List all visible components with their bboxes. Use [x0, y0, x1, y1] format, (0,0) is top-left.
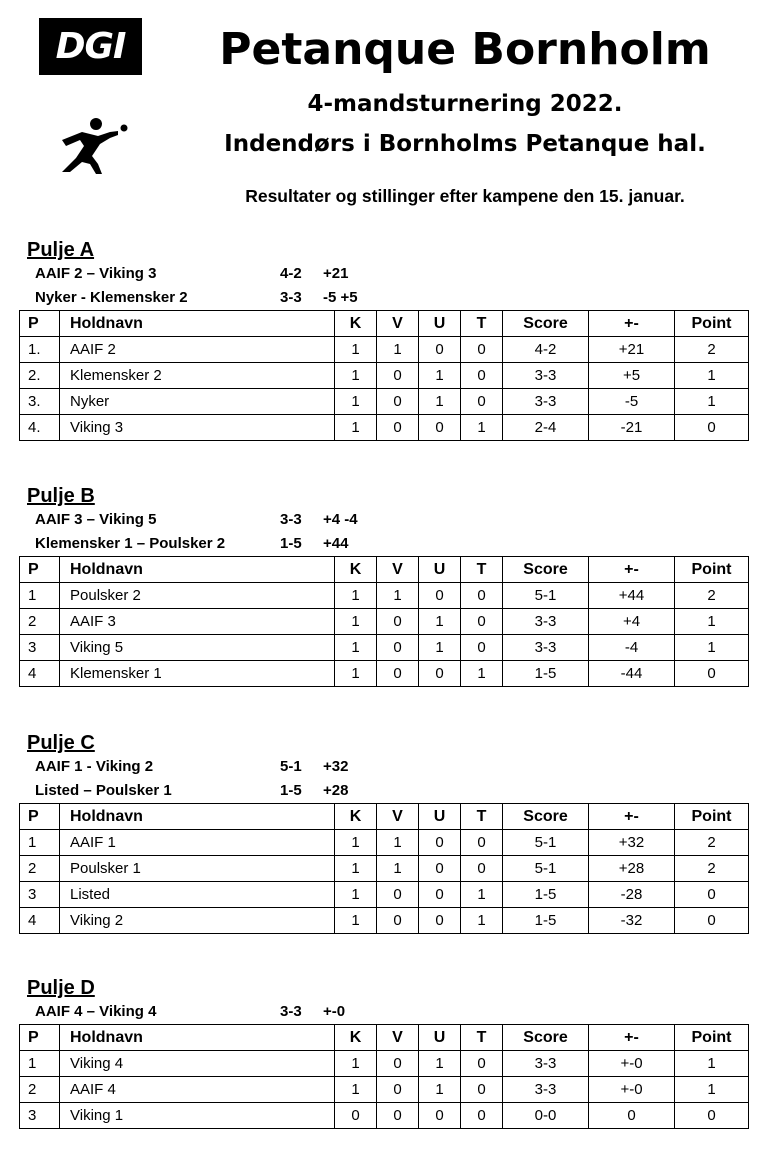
- match-result: [19, 532, 748, 556]
- standings-table: [19, 1024, 749, 1129]
- match-diff: +44: [323, 535, 349, 552]
- column-header-wins: V: [377, 557, 419, 583]
- match-result: [19, 755, 748, 779]
- losses-cell: 0: [461, 830, 503, 856]
- pool-a: [19, 238, 748, 441]
- match-teams: Klemensker 1 – Poulsker 2: [35, 535, 226, 552]
- points-cell: 1: [675, 609, 749, 635]
- point-diff-cell: +21: [589, 337, 675, 363]
- column-header-losses: T: [461, 1025, 503, 1051]
- matches-cell: 1: [335, 882, 377, 908]
- match-diff: +32: [323, 758, 349, 775]
- pool-title: Pulje D: [27, 977, 95, 999]
- match-teams: AAIF 4 – Viking 4: [35, 1003, 157, 1020]
- column-header-losses: T: [461, 311, 503, 337]
- column-header-wins: V: [377, 804, 419, 830]
- matches-cell: 1: [335, 609, 377, 635]
- draws-cell: 0: [419, 583, 461, 609]
- table-row: [20, 389, 749, 415]
- point-diff-cell: -5: [589, 389, 675, 415]
- losses-cell: 1: [461, 415, 503, 441]
- points-cell: 2: [675, 583, 749, 609]
- pool-b: [19, 484, 748, 687]
- team-name-cell: AAIF 1: [60, 830, 335, 856]
- column-header-losses: T: [461, 804, 503, 830]
- match-result: [19, 1000, 748, 1024]
- losses-cell: 0: [461, 363, 503, 389]
- matches-cell: 1: [335, 1051, 377, 1077]
- position-cell: 2.: [20, 363, 60, 389]
- column-header-points: Point: [675, 557, 749, 583]
- match-score: 3-3: [280, 511, 302, 528]
- score-cell: 1-5: [503, 661, 589, 687]
- match-teams: AAIF 3 – Viking 5: [35, 511, 157, 528]
- tournament-name: 4-mandsturnering 2022.: [307, 91, 623, 117]
- draws-cell: 1: [419, 635, 461, 661]
- pool-d: [19, 976, 748, 1129]
- losses-cell: 0: [461, 635, 503, 661]
- matches-cell: 1: [335, 1077, 377, 1103]
- position-cell: 4.: [20, 415, 60, 441]
- team-name-cell: Viking 1: [60, 1103, 335, 1129]
- column-header-wins: V: [377, 311, 419, 337]
- point-diff-cell: +4: [589, 609, 675, 635]
- wins-cell: 0: [377, 1051, 419, 1077]
- score-cell: 0-0: [503, 1103, 589, 1129]
- match-result: [19, 286, 748, 310]
- table-row: [20, 363, 749, 389]
- column-header-score: Score: [503, 1025, 589, 1051]
- column-header-team-name: Holdnavn: [60, 1025, 335, 1051]
- team-name-cell: Viking 3: [60, 415, 335, 441]
- table-header-row: [20, 311, 749, 337]
- point-diff-cell: -44: [589, 661, 675, 687]
- draws-cell: 0: [419, 415, 461, 441]
- draws-cell: 1: [419, 609, 461, 635]
- team-name-cell: Viking 5: [60, 635, 335, 661]
- point-diff-cell: +-0: [589, 1077, 675, 1103]
- pool-c: [19, 731, 748, 934]
- match-score: 1-5: [280, 535, 302, 552]
- points-cell: 2: [675, 337, 749, 363]
- score-cell: 1-5: [503, 882, 589, 908]
- position-cell: 2: [20, 1077, 60, 1103]
- wins-cell: 0: [377, 1077, 419, 1103]
- table-row: [20, 415, 749, 441]
- draws-cell: 0: [419, 1103, 461, 1129]
- match-score: 4-2: [280, 265, 302, 282]
- column-header-points: Point: [675, 311, 749, 337]
- wins-cell: 1: [377, 830, 419, 856]
- point-diff-cell: +-0: [589, 1051, 675, 1077]
- table-row: [20, 635, 749, 661]
- table-row: [20, 856, 749, 882]
- losses-cell: 0: [461, 609, 503, 635]
- wins-cell: 0: [377, 415, 419, 441]
- table-header-row: [20, 557, 749, 583]
- losses-cell: 1: [461, 908, 503, 934]
- draws-cell: 0: [419, 856, 461, 882]
- column-header-team-name: Holdnavn: [60, 557, 335, 583]
- table-header-row: [20, 804, 749, 830]
- points-cell: 0: [675, 415, 749, 441]
- table-row: [20, 337, 749, 363]
- column-header-matches: K: [335, 1025, 377, 1051]
- team-name-cell: AAIF 2: [60, 337, 335, 363]
- column-header-draws: U: [419, 557, 461, 583]
- score-cell: 5-1: [503, 583, 589, 609]
- points-cell: 0: [675, 908, 749, 934]
- score-cell: 2-4: [503, 415, 589, 441]
- points-cell: 1: [675, 389, 749, 415]
- wins-cell: 0: [377, 363, 419, 389]
- match-diff: -5 +5: [323, 289, 358, 306]
- match-teams: Listed – Poulsker 1: [35, 782, 172, 799]
- pool-title: Pulje B: [27, 485, 95, 507]
- dgi-logo-text: DGI: [55, 26, 126, 67]
- table-row: [20, 583, 749, 609]
- column-header-point-diff: +-: [589, 1025, 675, 1051]
- column-header-score: Score: [503, 804, 589, 830]
- standings-table: [19, 556, 749, 687]
- wins-cell: 1: [377, 856, 419, 882]
- column-header-team-name: Holdnavn: [60, 804, 335, 830]
- points-cell: 1: [675, 1051, 749, 1077]
- match-diff: +21: [323, 265, 349, 282]
- points-cell: 2: [675, 856, 749, 882]
- score-cell: 5-1: [503, 856, 589, 882]
- column-header-point-diff: +-: [589, 557, 675, 583]
- point-diff-cell: 0: [589, 1103, 675, 1129]
- pool-title: Pulje C: [27, 732, 95, 754]
- point-diff-cell: -32: [589, 908, 675, 934]
- point-diff-cell: +44: [589, 583, 675, 609]
- draws-cell: 0: [419, 830, 461, 856]
- table-row: [20, 1051, 749, 1077]
- team-name-cell: Poulsker 2: [60, 583, 335, 609]
- losses-cell: 1: [461, 661, 503, 687]
- points-cell: 0: [675, 1103, 749, 1129]
- position-cell: 1.: [20, 337, 60, 363]
- points-cell: 0: [675, 661, 749, 687]
- page-title: Petanque Bornholm: [219, 24, 711, 75]
- matches-cell: 1: [335, 908, 377, 934]
- column-header-matches: K: [335, 311, 377, 337]
- match-result: [19, 262, 748, 286]
- position-cell: 3: [20, 882, 60, 908]
- matches-cell: 1: [335, 661, 377, 687]
- draws-cell: 0: [419, 882, 461, 908]
- match-score: 3-3: [280, 289, 302, 306]
- score-cell: 3-3: [503, 1077, 589, 1103]
- matches-cell: 1: [335, 635, 377, 661]
- match-score: 1-5: [280, 782, 302, 799]
- column-header-point-diff: +-: [589, 311, 675, 337]
- losses-cell: 1: [461, 882, 503, 908]
- matches-cell: 0: [335, 1103, 377, 1129]
- team-name-cell: Listed: [60, 882, 335, 908]
- losses-cell: 0: [461, 583, 503, 609]
- column-header-matches: K: [335, 557, 377, 583]
- score-cell: 3-3: [503, 1051, 589, 1077]
- point-diff-cell: +28: [589, 856, 675, 882]
- points-cell: 1: [675, 363, 749, 389]
- table-header-row: [20, 1025, 749, 1051]
- pool-title: Pulje A: [27, 239, 95, 261]
- table-row: [20, 609, 749, 635]
- standings-table: [19, 803, 749, 934]
- draws-cell: 0: [419, 661, 461, 687]
- point-diff-cell: -28: [589, 882, 675, 908]
- table-row: [20, 661, 749, 687]
- match-teams: AAIF 2 – Viking 3: [35, 265, 157, 282]
- wins-cell: 0: [377, 635, 419, 661]
- draws-cell: 0: [419, 908, 461, 934]
- position-cell: 2: [20, 856, 60, 882]
- column-header-draws: U: [419, 804, 461, 830]
- column-header-points: Point: [675, 1025, 749, 1051]
- match-diff: +-0: [323, 1003, 346, 1020]
- team-name-cell: Nyker: [60, 389, 335, 415]
- team-name-cell: AAIF 3: [60, 609, 335, 635]
- position-cell: 2: [20, 609, 60, 635]
- wins-cell: 1: [377, 337, 419, 363]
- position-cell: 1: [20, 1051, 60, 1077]
- draws-cell: 1: [419, 1051, 461, 1077]
- column-header-point-diff: +-: [589, 804, 675, 830]
- dgi-logo: [39, 18, 142, 75]
- team-name-cell: Klemensker 1: [60, 661, 335, 687]
- losses-cell: 0: [461, 1051, 503, 1077]
- matches-cell: 1: [335, 415, 377, 441]
- score-cell: 4-2: [503, 337, 589, 363]
- point-diff-cell: +5: [589, 363, 675, 389]
- draws-cell: 0: [419, 337, 461, 363]
- team-name-cell: Poulsker 1: [60, 856, 335, 882]
- score-cell: 1-5: [503, 908, 589, 934]
- column-header-points: Point: [675, 804, 749, 830]
- match-score: 5-1: [280, 758, 302, 775]
- column-header-position: P: [20, 804, 60, 830]
- column-header-matches: K: [335, 804, 377, 830]
- petanque-player-icon: [52, 116, 132, 176]
- wins-cell: 0: [377, 661, 419, 687]
- points-cell: 1: [675, 1077, 749, 1103]
- matches-cell: 1: [335, 389, 377, 415]
- losses-cell: 0: [461, 1103, 503, 1129]
- table-row: [20, 830, 749, 856]
- column-header-draws: U: [419, 1025, 461, 1051]
- match-teams: AAIF 1 - Viking 2: [35, 758, 154, 775]
- score-cell: 3-3: [503, 389, 589, 415]
- points-cell: 1: [675, 635, 749, 661]
- match-diff: +4 -4: [323, 511, 358, 528]
- matches-cell: 1: [335, 583, 377, 609]
- column-header-score: Score: [503, 311, 589, 337]
- position-cell: 4: [20, 661, 60, 687]
- point-diff-cell: -21: [589, 415, 675, 441]
- position-cell: 3: [20, 1103, 60, 1129]
- draws-cell: 1: [419, 363, 461, 389]
- position-cell: 1: [20, 830, 60, 856]
- point-diff-cell: -4: [589, 635, 675, 661]
- matches-cell: 1: [335, 337, 377, 363]
- results-intro: Resultater og stillinger efter kampene den 15. januar.: [245, 186, 685, 206]
- column-header-position: P: [20, 1025, 60, 1051]
- losses-cell: 0: [461, 856, 503, 882]
- wins-cell: 0: [377, 908, 419, 934]
- score-cell: 3-3: [503, 609, 589, 635]
- standings-table: [19, 310, 749, 441]
- point-diff-cell: +32: [589, 830, 675, 856]
- losses-cell: 0: [461, 1077, 503, 1103]
- team-name-cell: AAIF 4: [60, 1077, 335, 1103]
- losses-cell: 0: [461, 389, 503, 415]
- score-cell: 5-1: [503, 830, 589, 856]
- draws-cell: 1: [419, 1077, 461, 1103]
- table-row: [20, 1077, 749, 1103]
- points-cell: 0: [675, 882, 749, 908]
- score-cell: 3-3: [503, 363, 589, 389]
- table-row: [20, 908, 749, 934]
- column-header-position: P: [20, 557, 60, 583]
- match-result: [19, 508, 748, 532]
- wins-cell: 1: [377, 583, 419, 609]
- team-name-cell: Klemensker 2: [60, 363, 335, 389]
- column-header-draws: U: [419, 311, 461, 337]
- wins-cell: 0: [377, 609, 419, 635]
- column-header-position: P: [20, 311, 60, 337]
- match-teams: Nyker - Klemensker 2: [35, 289, 188, 306]
- draws-cell: 1: [419, 389, 461, 415]
- match-result: [19, 779, 748, 803]
- position-cell: 1: [20, 583, 60, 609]
- matches-cell: 1: [335, 363, 377, 389]
- position-cell: 4: [20, 908, 60, 934]
- column-header-score: Score: [503, 557, 589, 583]
- score-cell: 3-3: [503, 635, 589, 661]
- position-cell: 3.: [20, 389, 60, 415]
- tournament-venue: Indendørs i Bornholms Petanque hal.: [224, 131, 706, 157]
- match-score: 3-3: [280, 1003, 302, 1020]
- matches-cell: 1: [335, 830, 377, 856]
- points-cell: 2: [675, 830, 749, 856]
- position-cell: 3: [20, 635, 60, 661]
- table-row: [20, 1103, 749, 1129]
- column-header-losses: T: [461, 557, 503, 583]
- wins-cell: 0: [377, 1103, 419, 1129]
- match-diff: +28: [323, 782, 349, 799]
- team-name-cell: Viking 2: [60, 908, 335, 934]
- column-header-team-name: Holdnavn: [60, 311, 335, 337]
- table-row: [20, 882, 749, 908]
- losses-cell: 0: [461, 337, 503, 363]
- wins-cell: 0: [377, 882, 419, 908]
- matches-cell: 1: [335, 856, 377, 882]
- column-header-wins: V: [377, 1025, 419, 1051]
- wins-cell: 0: [377, 389, 419, 415]
- team-name-cell: Viking 4: [60, 1051, 335, 1077]
